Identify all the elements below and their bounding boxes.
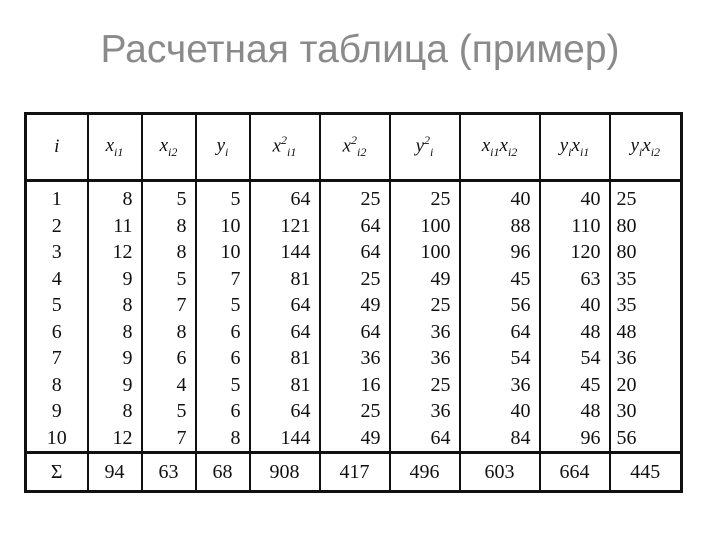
- table-cell: 40: [460, 181, 540, 213]
- table-cell: 64: [460, 319, 540, 346]
- table-cell: 8: [88, 319, 142, 346]
- table-cell: 81: [250, 345, 320, 372]
- column-header-0: i: [26, 114, 88, 181]
- table-cell: 4: [26, 266, 88, 293]
- table-cell: 12: [88, 239, 142, 266]
- table-row: [26, 319, 682, 346]
- table-cell: 48: [610, 319, 682, 346]
- table-cell: 110: [540, 213, 610, 240]
- table-cell: 64: [250, 398, 320, 425]
- table-cell: 8: [26, 372, 88, 399]
- table-row: [26, 345, 682, 372]
- column-header-9: $y_ix_{i2}$: [610, 114, 682, 181]
- table-cell: 100: [390, 239, 460, 266]
- table-cell: 5: [196, 372, 250, 399]
- table-cell: 49: [390, 266, 460, 293]
- table-cell: 144: [250, 425, 320, 453]
- total-cell: 68: [196, 453, 250, 492]
- table-cell: 49: [320, 425, 390, 453]
- table-row: [26, 181, 682, 213]
- table-cell: 2: [26, 213, 88, 240]
- table-cell: 64: [320, 319, 390, 346]
- table-cell: 36: [390, 345, 460, 372]
- calculation-table: [24, 112, 683, 493]
- table-cell: 36: [610, 345, 682, 372]
- table-cell: 8: [142, 239, 196, 266]
- table-cell: 10: [26, 425, 88, 453]
- column-header-4: $x^2_{i1}$: [250, 114, 320, 181]
- table-cell: 25: [320, 398, 390, 425]
- table-body: [26, 181, 682, 453]
- table-cell: 45: [460, 266, 540, 293]
- table-cell: 63: [540, 266, 610, 293]
- table-cell: 25: [390, 181, 460, 213]
- table-cell: 5: [196, 181, 250, 213]
- table-cell: 81: [250, 372, 320, 399]
- table-cell: 25: [390, 372, 460, 399]
- table-cell: 12: [88, 425, 142, 453]
- table-cell: 9: [88, 372, 142, 399]
- total-cell: 496: [390, 453, 460, 492]
- total-cell: 603: [460, 453, 540, 492]
- column-header-2: $x_{i2}$: [142, 114, 196, 181]
- table-cell: 4: [142, 372, 196, 399]
- table-cell: 36: [460, 372, 540, 399]
- table-cell: 5: [142, 181, 196, 213]
- column-header-1: $x_{i1}$: [88, 114, 142, 181]
- table-cell: 64: [390, 425, 460, 453]
- table-cell: 5: [142, 398, 196, 425]
- table-total-row: [26, 453, 682, 492]
- total-cell: 445: [610, 453, 682, 492]
- slide-title: Расчетная таблица (пример): [100, 28, 620, 71]
- table-cell: 84: [460, 425, 540, 453]
- column-header-5: $x^2_{i2}$: [320, 114, 390, 181]
- table-cell: 64: [250, 181, 320, 213]
- table-cell: 25: [610, 181, 682, 213]
- table-cell: 36: [390, 398, 460, 425]
- sum-symbol: Σ: [26, 453, 88, 492]
- table-cell: 80: [610, 239, 682, 266]
- table-row: [26, 239, 682, 266]
- table-cell: 64: [250, 319, 320, 346]
- table-cell: 6: [196, 398, 250, 425]
- table-cell: 88: [460, 213, 540, 240]
- table-cell: 45: [540, 372, 610, 399]
- total-cell: 664: [540, 453, 610, 492]
- table-cell: 6: [26, 319, 88, 346]
- table-row: [26, 266, 682, 293]
- total-cell: 94: [88, 453, 142, 492]
- table-cell: 8: [142, 319, 196, 346]
- table-cell: 56: [460, 292, 540, 319]
- table-cell: 5: [26, 292, 88, 319]
- table-cell: 64: [320, 239, 390, 266]
- table-row: [26, 213, 682, 240]
- total-cell: 417: [320, 453, 390, 492]
- table-cell: 25: [320, 266, 390, 293]
- table-cell: 54: [540, 345, 610, 372]
- table-cell: 25: [320, 181, 390, 213]
- table-cell: 121: [250, 213, 320, 240]
- table-cell: 7: [26, 345, 88, 372]
- table-cell: 8: [88, 292, 142, 319]
- total-cell: 908: [250, 453, 320, 492]
- table-cell: 8: [88, 398, 142, 425]
- table-cell: 81: [250, 266, 320, 293]
- column-header-7: $x_{i1}x_{i2}$: [460, 114, 540, 181]
- table-cell: 11: [88, 213, 142, 240]
- table-cell: 80: [610, 213, 682, 240]
- table-cell: 144: [250, 239, 320, 266]
- total-cell: 63: [142, 453, 196, 492]
- table-cell: 64: [320, 213, 390, 240]
- table-cell: 9: [88, 266, 142, 293]
- table-cell: 20: [610, 372, 682, 399]
- table-cell: 5: [142, 266, 196, 293]
- table-cell: 10: [196, 239, 250, 266]
- calculation-table-scan: [24, 112, 686, 484]
- table-cell: 96: [540, 425, 610, 453]
- table-cell: 120: [540, 239, 610, 266]
- table-cell: 9: [26, 398, 88, 425]
- table-cell: 25: [390, 292, 460, 319]
- table-cell: 54: [460, 345, 540, 372]
- table-cell: 16: [320, 372, 390, 399]
- table-cell: 40: [460, 398, 540, 425]
- table-header-row: [26, 114, 682, 181]
- table-cell: 35: [610, 266, 682, 293]
- table-cell: 56: [610, 425, 682, 453]
- table-cell: 96: [460, 239, 540, 266]
- table-cell: 48: [540, 398, 610, 425]
- table-cell: 7: [142, 292, 196, 319]
- table-cell: 9: [88, 345, 142, 372]
- table-row: [26, 398, 682, 425]
- table-cell: 35: [610, 292, 682, 319]
- table-cell: 30: [610, 398, 682, 425]
- table-cell: 8: [142, 213, 196, 240]
- column-header-6: $y^2_i$: [390, 114, 460, 181]
- table-cell: 6: [196, 345, 250, 372]
- table-cell: 6: [196, 319, 250, 346]
- table-row: [26, 425, 682, 453]
- table-cell: 40: [540, 181, 610, 213]
- table-cell: 8: [196, 425, 250, 453]
- table-cell: 7: [196, 266, 250, 293]
- table-cell: 1: [26, 181, 88, 213]
- table-cell: 36: [390, 319, 460, 346]
- table-cell: 48: [540, 319, 610, 346]
- table-cell: 49: [320, 292, 390, 319]
- column-header-3: $y_i$: [196, 114, 250, 181]
- table-cell: 100: [390, 213, 460, 240]
- table-cell: 36: [320, 345, 390, 372]
- column-header-8: $y_ix_{i1}$: [540, 114, 610, 181]
- table-cell: 8: [88, 181, 142, 213]
- table-cell: 5: [196, 292, 250, 319]
- table-cell: 3: [26, 239, 88, 266]
- table-cell: 10: [196, 213, 250, 240]
- table-cell: 40: [540, 292, 610, 319]
- table-cell: 6: [142, 345, 196, 372]
- table-row: [26, 372, 682, 399]
- table-row: [26, 292, 682, 319]
- table-cell: 64: [250, 292, 320, 319]
- table-cell: 7: [142, 425, 196, 453]
